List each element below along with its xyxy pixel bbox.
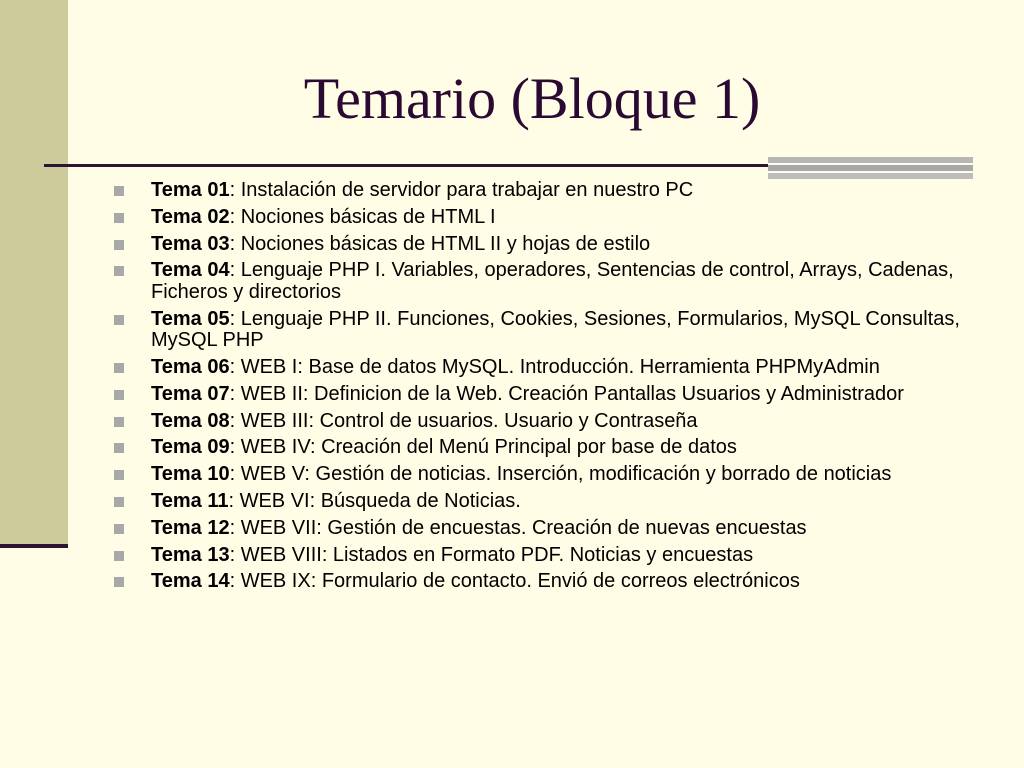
topic-number: Tema 13 — [151, 543, 230, 566]
topic-description: : Lenguaje PHP II. Funciones, Cookies, Sesiones, Formularios, MySQL Consultas, MySQL PHP — [151, 307, 960, 352]
topic-number: Tema 10 — [151, 463, 230, 486]
topic-number: Tema 11 — [151, 489, 229, 512]
topic-description: : WEB I: Base de datos MySQL. Introducción. Herramienta PHPMyAdmin — [229, 355, 880, 378]
topic-description: : WEB II: Definicion de la Web. Creación Pantallas Usuarios y Administrador — [229, 382, 904, 405]
topic-description: : WEB VII: Gestión de encuestas. Creación de nuevas encuestas — [229, 516, 807, 539]
topic-description: : Nociones básicas de HTML I — [229, 205, 496, 228]
list-item — [112, 545, 982, 567]
square-bullet-icon — [114, 240, 124, 250]
grey-stripe-decoration — [768, 157, 973, 179]
square-bullet-icon — [114, 417, 124, 427]
list-item — [112, 491, 982, 513]
list-item — [112, 384, 982, 406]
topic-description: : Lenguaje PHP I. Variables, operadores, Sentencias de control, Arrays, Cadenas, Ficheros y directorios — [151, 259, 954, 303]
topic-description: : WEB V: Gestión de noticias. Inserción, modificación y borrado de noticias — [229, 463, 892, 486]
square-bullet-icon — [114, 551, 124, 561]
grey-stripe — [768, 157, 973, 163]
topic-description: : WEB IX: Formulario de contacto. Envió de correos electrónicos — [229, 570, 800, 593]
topic-number: Tema 07 — [151, 382, 230, 405]
list-item — [112, 411, 982, 433]
topic-description: : WEB IV: Creación del Menú Principal por base de datos — [229, 436, 737, 459]
list-item — [112, 518, 982, 540]
topic-number: Tema 12 — [151, 516, 230, 539]
list-item — [112, 260, 982, 303]
topic-description: : Nociones básicas de HTML II y hojas de estilo — [229, 232, 651, 255]
grey-stripe — [768, 165, 973, 171]
square-bullet-icon — [114, 363, 124, 373]
square-bullet-icon — [114, 524, 124, 534]
square-bullet-icon — [114, 315, 124, 325]
list-item — [112, 464, 982, 486]
topic-description: : WEB VIII: Listados en Formato PDF. Noticias y encuestas — [229, 543, 754, 566]
square-bullet-icon — [114, 443, 124, 453]
list-item — [112, 207, 982, 229]
grey-stripe — [768, 173, 973, 179]
list-item — [112, 357, 982, 379]
list-item — [112, 571, 982, 593]
topic-number: Tema 08 — [151, 409, 230, 432]
square-bullet-icon — [114, 390, 124, 400]
list-item — [112, 309, 982, 352]
square-bullet-icon — [114, 470, 124, 480]
topic-description: : WEB III: Control de usuarios. Usuario y Contraseña — [229, 409, 698, 432]
title-divider-rule — [44, 164, 768, 167]
topic-number: Tema 05 — [151, 307, 230, 330]
square-bullet-icon — [114, 186, 124, 196]
list-item — [112, 180, 982, 202]
topic-number: Tema 14 — [151, 570, 230, 593]
topic-number: Tema 02 — [151, 205, 230, 228]
topic-description: : WEB VI: Búsqueda de Noticias. — [228, 489, 521, 512]
left-band-underline — [0, 544, 68, 548]
square-bullet-icon — [114, 213, 124, 223]
topic-number: Tema 09 — [151, 436, 230, 459]
topic-list — [112, 180, 982, 598]
topic-number: Tema 03 — [151, 232, 230, 255]
square-bullet-icon — [114, 266, 124, 276]
slide-title: Temario (Bloque 1) — [303, 66, 761, 131]
square-bullet-icon — [114, 497, 124, 507]
topic-description: : Instalación de servidor para trabajar en nuestro PC — [229, 179, 694, 201]
square-bullet-icon — [114, 577, 124, 587]
list-item — [112, 437, 982, 459]
list-item — [112, 234, 982, 256]
topic-number: Tema 01 — [151, 179, 230, 201]
topic-number: Tema 06 — [151, 355, 230, 378]
topic-number: Tema 04 — [151, 259, 230, 282]
